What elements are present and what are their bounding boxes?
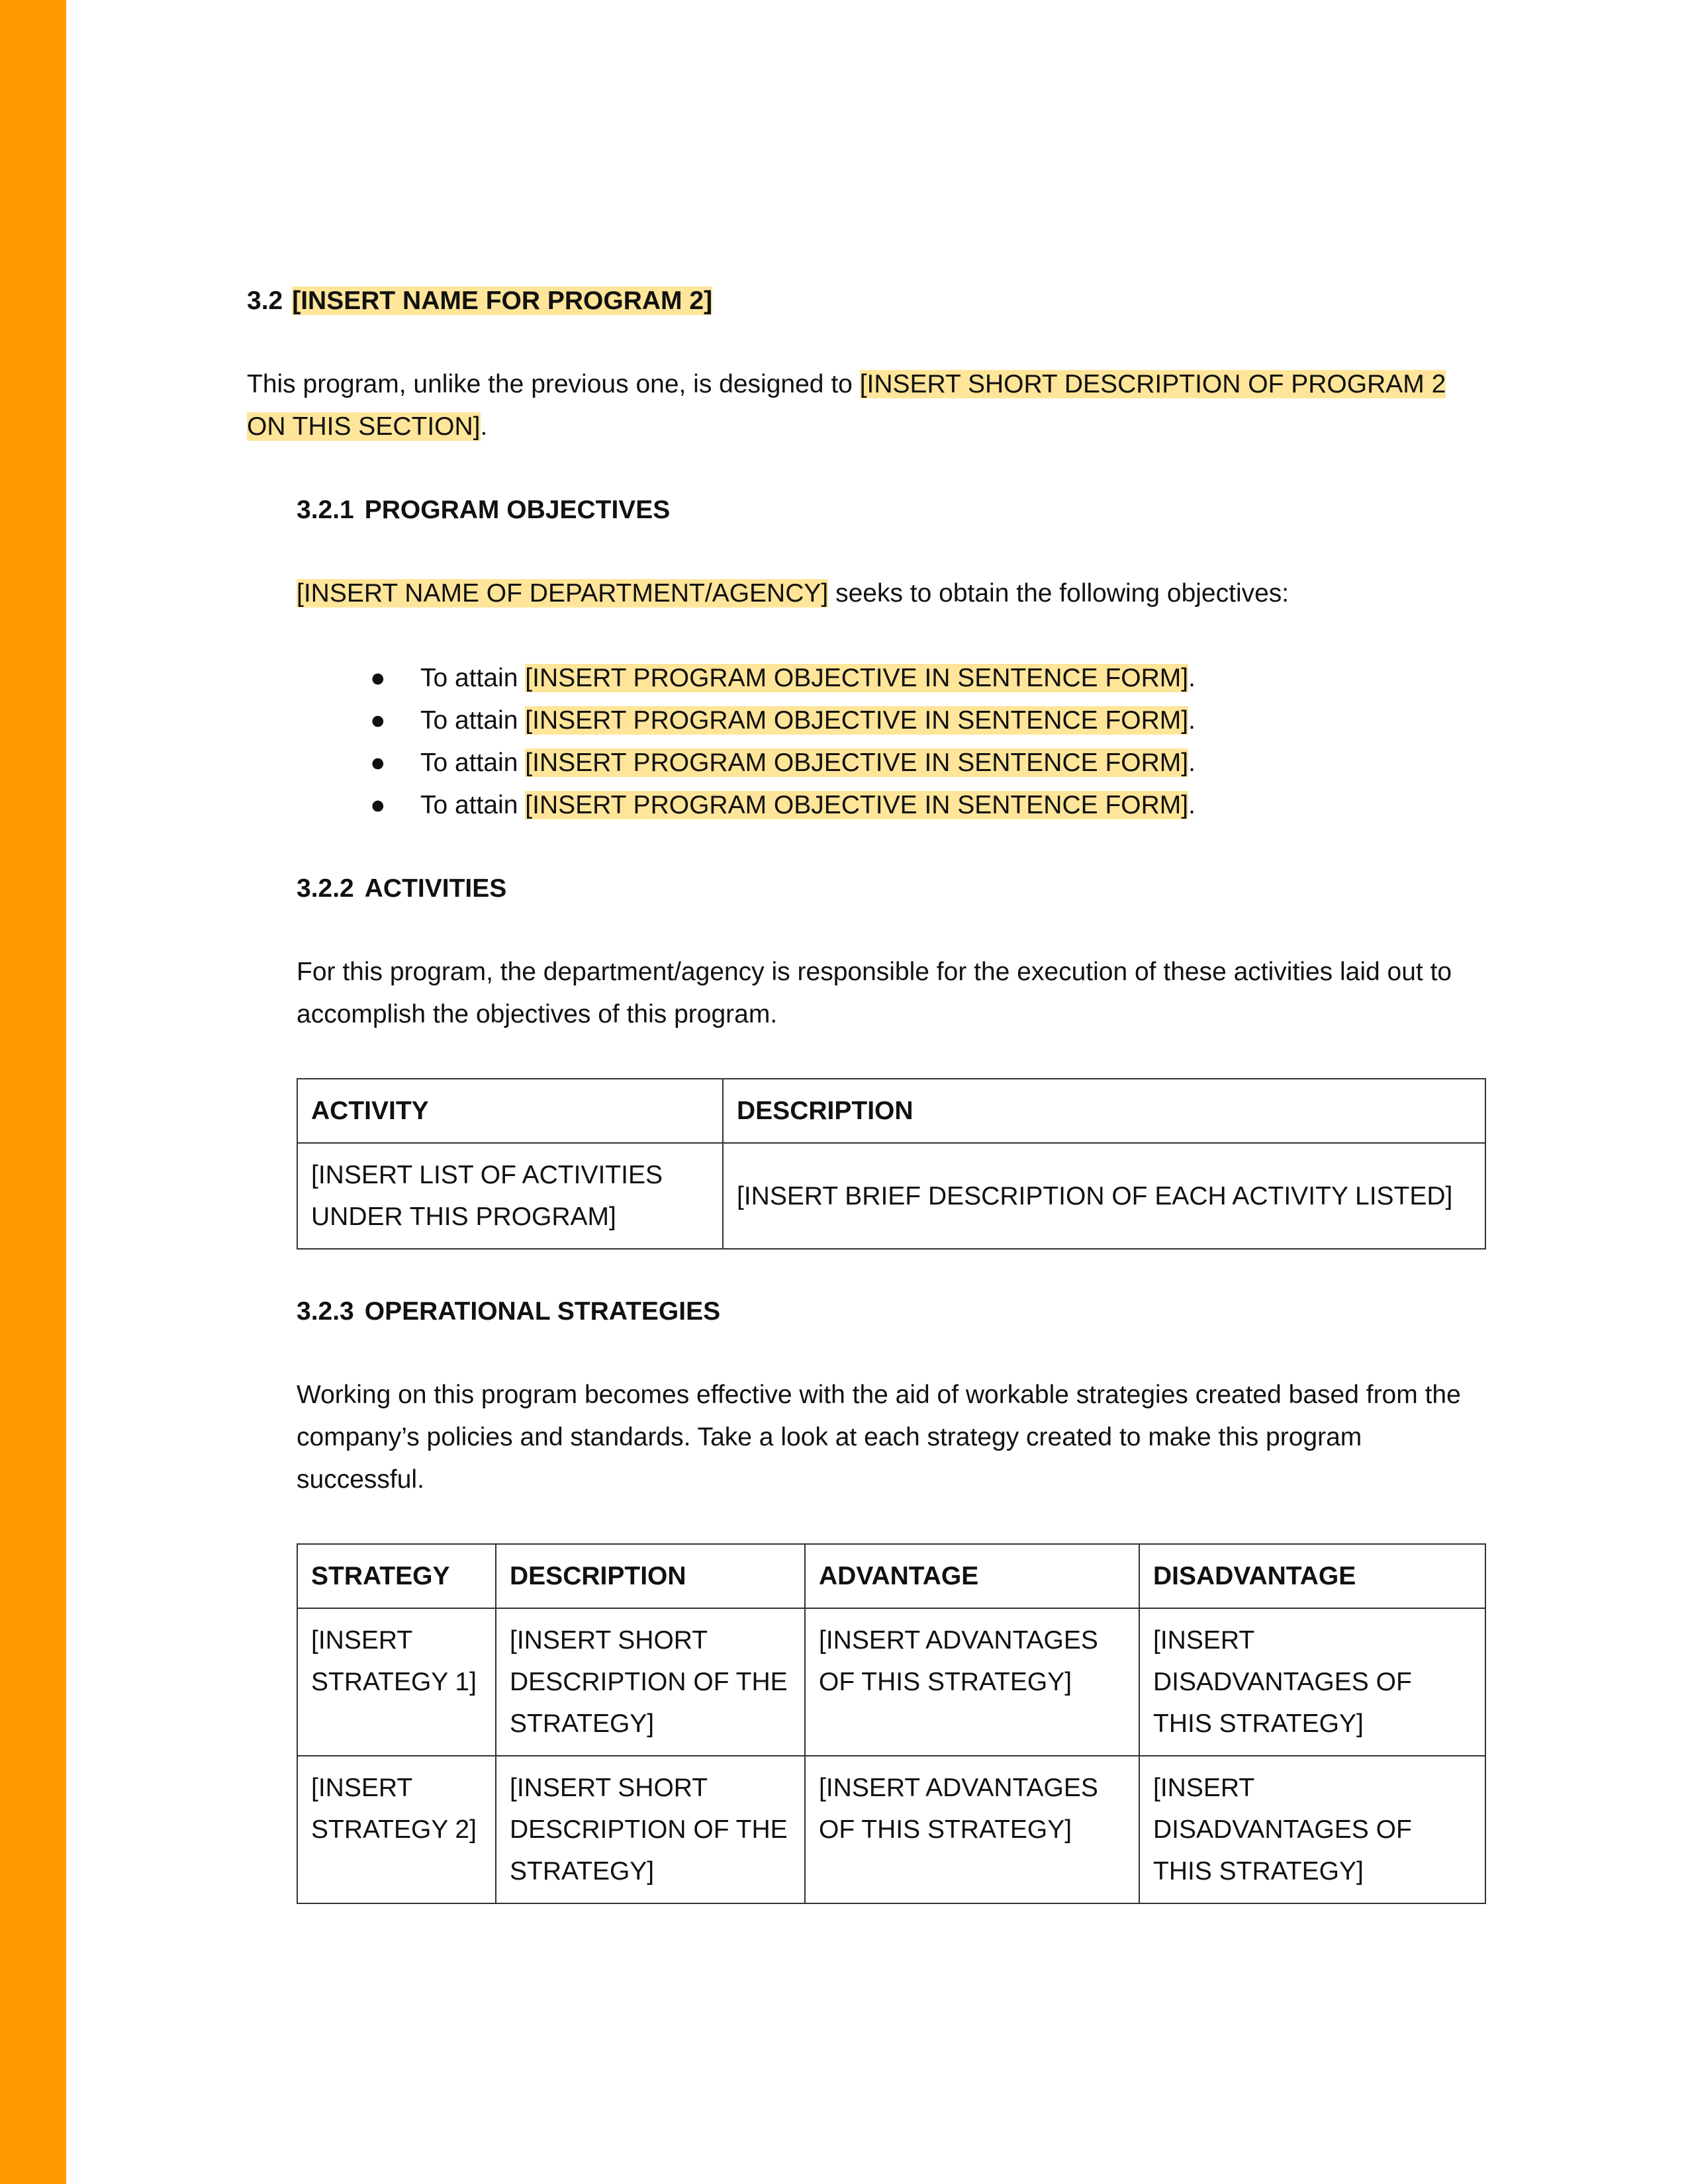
objective-prefix: To attain [420,664,526,692]
description-cell: [INSERT SHORT DESCRIPTION OF THE STRATEGY] [496,1608,805,1756]
disadvantage-cell: [INSERT DISADVANTAGES OF THIS STRATEGY] [1139,1608,1485,1756]
strategies-number: 3.2.3 [297,1297,354,1326]
table-row [297,1608,1485,1756]
advantage-cell: [INSERT ADVANTAGES OF THIS STRATEGY] [805,1756,1139,1903]
table-row [297,1143,1485,1249]
strategies-title: OPERATIONAL STRATEGIES [364,1297,721,1326]
list-item [247,784,1485,827]
section-title-placeholder: [INSERT NAME FOR PROGRAM 2] [292,287,713,315]
table-row [297,1756,1485,1903]
department-placeholder: [INSERT NAME OF DEPARTMENT/AGENCY] [297,579,829,608]
strategies-heading [297,1292,1485,1332]
strategy-cell: [INSERT STRATEGY 2] [297,1756,496,1903]
activities-number: 3.2.2 [297,874,354,903]
activities-table [297,1078,1486,1250]
section-number: 3.2 [247,287,283,315]
objective-prefix: To attain [420,706,526,735]
objective-end: . [1188,791,1196,819]
description-cell: [INSERT SHORT DESCRIPTION OF THE STRATEGY] [496,1756,805,1903]
objectives-number: 3.2.1 [297,496,354,524]
document-body [247,281,1485,1904]
description-cell: [INSERT BRIEF DESCRIPTION OF EACH ACTIVITY LISTED] [723,1143,1485,1249]
strategies-table [297,1543,1486,1904]
activities-title: ACTIVITIES [364,874,507,903]
objective-end: . [1188,664,1196,692]
column-header-strategy: STRATEGY [297,1544,496,1608]
column-header-activity: ACTIVITY [297,1079,723,1143]
list-item [247,700,1485,742]
objectives-list [247,657,1485,827]
bullet-icon: ● [370,706,386,735]
objective-placeholder: [INSERT PROGRAM OBJECTIVE IN SENTENCE FORM] [525,706,1189,735]
disadvantage-cell: [INSERT DISADVANTAGES OF THIS STRATEGY] [1139,1756,1485,1903]
column-header-description: DESCRIPTION [496,1544,805,1608]
intro-placeholder: [INSERT SHORT DESCRIPTION OF PROGRAM 2 ON THIS SECTION] [247,370,1446,441]
activities-heading [297,869,1485,909]
objectives-lead [297,572,1485,615]
objectives-heading [297,490,1485,530]
objective-end: . [1188,749,1196,777]
objectives-lead-text: seeks to obtain the following objectives: [828,579,1289,608]
strategies-paragraph: Working on this program becomes effective with the aid of workable strategies created based from the company’s policies and standards. Take a look at each strategy created to make this program successful. [297,1381,1461,1494]
column-header-disadvantage: DISADVANTAGE [1139,1544,1485,1608]
objective-prefix: To attain [420,749,526,777]
activities-paragraph: For this program, the department/agency is responsible for the execution of these activities laid out to accomplish the objectives of this program. [297,958,1452,1028]
section-heading [247,281,1485,321]
strategy-cell: [INSERT STRATEGY 1] [297,1608,496,1756]
objective-end: . [1188,706,1196,735]
objective-placeholder: [INSERT PROGRAM OBJECTIVE IN SENTENCE FORM] [525,749,1189,777]
table-header-row [297,1079,1485,1143]
bullet-icon: ● [370,749,386,777]
intro-end: . [480,412,488,441]
advantage-cell: [INSERT ADVANTAGES OF THIS STRATEGY] [805,1608,1139,1756]
bullet-icon: ● [370,664,386,692]
objective-placeholder: [INSERT PROGRAM OBJECTIVE IN SENTENCE FORM] [525,664,1189,692]
objective-prefix: To attain [420,791,526,819]
objectives-title: PROGRAM OBJECTIVES [364,496,671,524]
column-header-description: DESCRIPTION [723,1079,1485,1143]
column-header-advantage: ADVANTAGE [805,1544,1139,1608]
intro-paragraph [247,363,1485,448]
bullet-icon: ● [370,791,386,819]
intro-text: This program, unlike the previous one, is designed to [247,370,860,398]
activity-cell: [INSERT LIST OF ACTIVITIES UNDER THIS PROGRAM] [297,1143,723,1249]
side-accent-bar [0,0,66,2184]
objective-placeholder: [INSERT PROGRAM OBJECTIVE IN SENTENCE FORM] [525,791,1189,819]
list-item [247,657,1485,700]
table-header-row [297,1544,1485,1608]
list-item [247,742,1485,784]
